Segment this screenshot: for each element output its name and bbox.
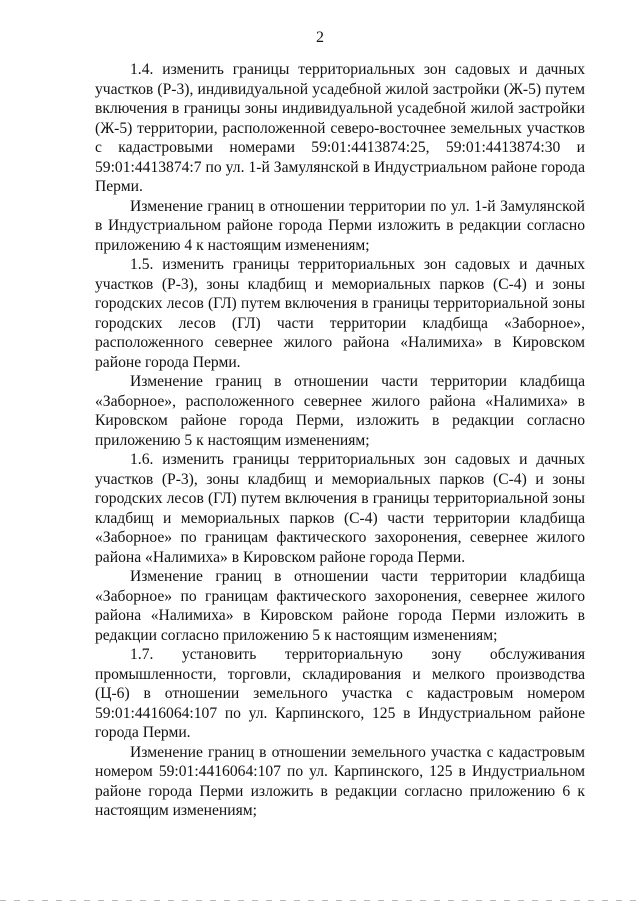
paragraph-1-5-amendment: Изменение границ в отношении части территории кладбища «Заборное», расположенного севернее жилого района «Налимиха» в Кировском районе города Перми, изложить в редакции согласно приложению 5 к настоящим изменениям; <box>95 373 585 449</box>
paragraph-1-6-amendment: Изменение границ в отношении части территории кладбища «Заборное» по границам фактического захоронения, севернее жилого района «Налимиха» в Кировском районе города Перми изложить в редакции согласно приложению 5 к настоящим изменениям; <box>95 568 585 644</box>
paragraph-1-7: 1.7. установить территориальную зону обслуживания промышленности, торговли, складирования и мелкого производства (Ц-6) в отношении земельного участка с кадастровым номером 59:01:4416064:107 по ул. Карпинского, 125 в Индустриальном районе города Перми. <box>95 646 585 741</box>
document-body <box>95 60 585 821</box>
paragraph-1-4-amendment: Изменение границ в отношении территории по ул. 1-й Замулянской в Индустриальном районе города Перми изложить в редакции согласно приложению 4 к настоящим изменениям; <box>95 197 585 254</box>
paragraph-1-7-amendment: Изменение границ в отношении земельного участка с кадастровым номером 59:01:4416064:107 по ул. Карпинского, 125 в Индустриальном районе города Перми изложить в редакции согласно приложению 6 к настоящим изменениям; <box>95 743 585 819</box>
paragraph-1-4: 1.4. изменить границы территориальных зон садовых и дачных участков (Р-3), индивидуальной усадебной жилой застройки (Ж-5) путем включения в границы зоны индивидуальной усадебной жилой застройки (Ж-5) территории, расположенной северо-восточнее земельных участков с кадастровыми номерами 59:01:4413874:25, 59:01:4413874:30 и 59:01:4413874:7 по ул. 1-й Замулянской в Индустриальном районе города Перми. <box>95 61 585 195</box>
scan-edge-line <box>0 900 640 901</box>
page-number: 2 <box>316 29 324 46</box>
paragraph-1-5: 1.5. изменить границы территориальных зон садовых и дачных участков (Р-3), зоны кладбищ и мемориальных парков (С-4) и зоны городских лесов (ГЛ) путем включения в границы территориальной зоны городских лесов (ГЛ) части территории кладбища «Заборное», расположенного севернее жилого района «Налимиха» в Кировском районе города Перми. <box>95 256 585 371</box>
paragraph-1-6: 1.6. изменить границы территориальных зон садовых и дачных участков (Р-3), зоны кладбищ и мемориальных парков (С-4) и зоны городских лесов (ГЛ) путем включения в границы территориальной зоны кладбищ и мемориальных парков (С-4) части территории кладбища «Заборное» по границам фактического захоронения, севернее жилого района «Налимиха» в Кировском районе города Перми. <box>95 451 585 566</box>
